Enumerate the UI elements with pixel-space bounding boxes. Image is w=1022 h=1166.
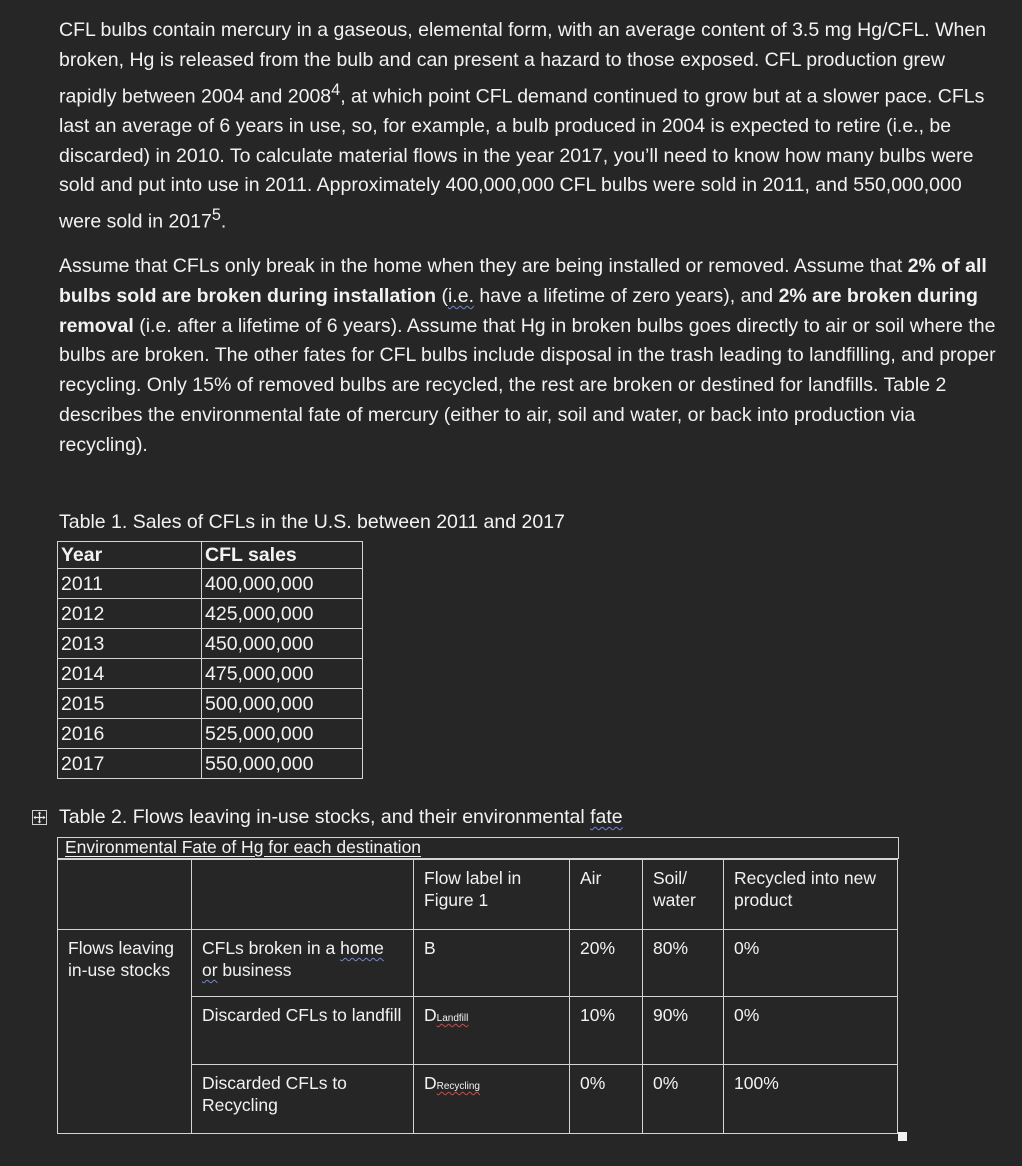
p2-text-4: (i.e. after a lifetime of 6 years). Assume that Hg in broken bulbs goes directly to air or soil where the bulbs are broken. The other fates for CFL bulbs include disposal in the trash leading to landfilling, and proper recycling. Only 15% of removed bulbs are recycled, the rest are broken or destined for landfills. Table 2 describes the environmental fate of mercury (either to air, soil and water, or back into production via recycling).: [59, 314, 996, 456]
table-resize-handle[interactable]: [898, 1132, 907, 1141]
table-row: [58, 930, 898, 997]
table2-title: Environmental Fate of Hg for each destination: [65, 837, 422, 857]
table2-soil-cell[interactable]: 0%: [643, 1065, 724, 1134]
table2-recycled-cell[interactable]: 0%: [724, 997, 898, 1065]
p2-text-3: have a lifetime of zero years), and: [473, 284, 779, 307]
table2-caption-text: Table 2. Flows leaving in-use stocks, and their environmental: [59, 806, 591, 828]
table2-header-row: [58, 860, 898, 930]
flow-label-subscript[interactable]: Recycling: [436, 1081, 480, 1092]
p2-bold-installation: 2% of all bulbs sold are broken during installation: [59, 255, 987, 307]
p1-text-3: .: [220, 210, 227, 233]
table2-flows-label[interactable]: Flows leaving in-use stocks: [58, 930, 192, 997]
table1-year-cell[interactable]: 2015: [58, 689, 202, 719]
assumptions-paragraph: [59, 252, 1004, 461]
table1-header-sales[interactable]: CFL sales: [202, 542, 363, 569]
table2-flow-label-cell[interactable]: [414, 1065, 570, 1134]
p2-ie-spellcheck[interactable]: i.e.: [447, 284, 474, 307]
table1-year-cell[interactable]: 2016: [58, 719, 202, 749]
table1-year-cell[interactable]: 2014: [58, 659, 202, 689]
table-row: [58, 1065, 898, 1134]
footnote-ref-5[interactable]: 5: [211, 206, 221, 225]
table2-caption: [59, 806, 623, 829]
table1-year-cell[interactable]: 2012: [58, 599, 202, 629]
table-row: [58, 629, 363, 659]
table2-flows-blank[interactable]: [58, 997, 192, 1065]
table1-sales-cell[interactable]: 450,000,000: [202, 629, 363, 659]
table-row: [58, 569, 363, 599]
table2-header-recycled[interactable]: Recycled into new product: [724, 860, 898, 930]
table2-title-row[interactable]: [57, 837, 899, 859]
table1-sales-cell[interactable]: 525,000,000: [202, 719, 363, 749]
table-row: [58, 659, 363, 689]
table2-header-flow-label[interactable]: Flow label in Figure 1: [414, 860, 570, 930]
table2-air-cell[interactable]: 10%: [570, 997, 643, 1065]
table2-header-blank-2[interactable]: [192, 860, 414, 930]
table2-flow-label-cell[interactable]: [414, 930, 570, 997]
p2-bold-removal: 2% are broken during removal: [59, 284, 978, 337]
table2-soil-cell[interactable]: 80%: [643, 930, 724, 997]
table2-flow-label-cell[interactable]: [414, 997, 570, 1065]
table1-caption: Table 1. Sales of CFLs in the U.S. between 2011 and 2017: [59, 511, 565, 533]
table1-sales-cell[interactable]: 425,000,000: [202, 599, 363, 629]
table2-recycled-cell[interactable]: 100%: [724, 1065, 898, 1134]
table2-desc-cell[interactable]: Discarded CFLs to Recycling: [192, 1065, 414, 1134]
desc-text-end: business: [217, 960, 292, 980]
flow-label: D: [424, 1073, 437, 1093]
table2-flows-blank[interactable]: [58, 1065, 192, 1134]
p2-text-2: (: [436, 284, 448, 307]
table1-header-year[interactable]: Year: [58, 542, 202, 569]
table1-header-row: [58, 542, 363, 569]
table2-header-blank-1[interactable]: [58, 860, 192, 930]
table1-year-cell[interactable]: 2011: [58, 569, 202, 599]
table2-soil-cell[interactable]: 90%: [643, 997, 724, 1065]
footnote-ref-4[interactable]: 4: [331, 80, 341, 99]
table1-sales-cell[interactable]: 500,000,000: [202, 689, 363, 719]
table2-header-air[interactable]: Air: [570, 860, 643, 930]
table2-air-cell[interactable]: 0%: [570, 1065, 643, 1134]
flow-label: B: [424, 938, 436, 958]
table2-header-soil[interactable]: Soil/ water: [643, 860, 724, 930]
p1-text-2: , at which point CFL demand continued to grow but at a slower pace. CFLs last an average of 6 years in use, so, for example, a bulb produced in 2004 is expected to retire (i.e., be discarded) in 2010. To calculate material flows in the year 2017, you’ll need to know how many bulbs were sold and put into use in 2011. Approximately 400,000,000 CFL bulbs were sold in 2011, and 550,000,000 were sold in 2017: [59, 85, 985, 233]
table2-caption-fate[interactable]: fate: [590, 806, 623, 828]
table-row: [58, 997, 898, 1065]
table1-year-cell[interactable]: 2017: [58, 749, 202, 779]
table2-desc-cell[interactable]: [192, 930, 414, 997]
desc-spellcheck[interactable]: home or: [202, 938, 384, 980]
table-move-handle-icon[interactable]: [32, 810, 47, 825]
p1-text-1: CFL bulbs contain mercury in a gaseous, elemental form, with an average content of 3.5 mg Hg/CFL. When broken, Hg is released from the bulb and can present a hazard to those exposed. CFL production grew rapidly between 2004 and 2008: [59, 19, 987, 108]
table-row: [58, 719, 363, 749]
table-row: [58, 599, 363, 629]
table1-sales-cell[interactable]: 400,000,000: [202, 569, 363, 599]
table2-desc-cell[interactable]: Discarded CFLs to landfill: [192, 997, 414, 1065]
table1-year-cell[interactable]: 2013: [58, 629, 202, 659]
intro-paragraph: [59, 16, 1004, 238]
desc-text: CFLs broken in a: [202, 938, 341, 958]
table-row: [58, 749, 363, 779]
table2-recycled-cell[interactable]: 0%: [724, 930, 898, 997]
flow-label: D: [424, 1005, 437, 1025]
table1-cfl-sales[interactable]: [57, 541, 363, 779]
flow-label-subscript[interactable]: Landfill: [436, 1013, 469, 1024]
table1-sales-cell[interactable]: 550,000,000: [202, 749, 363, 779]
table2-environmental-fate[interactable]: [57, 859, 898, 1134]
table1-sales-cell[interactable]: 475,000,000: [202, 659, 363, 689]
p2-text-1: Assume that CFLs only break in the home when they are being installed or removed. Assume that: [59, 255, 908, 277]
table2-air-cell[interactable]: 20%: [570, 930, 643, 997]
table-row: [58, 689, 363, 719]
